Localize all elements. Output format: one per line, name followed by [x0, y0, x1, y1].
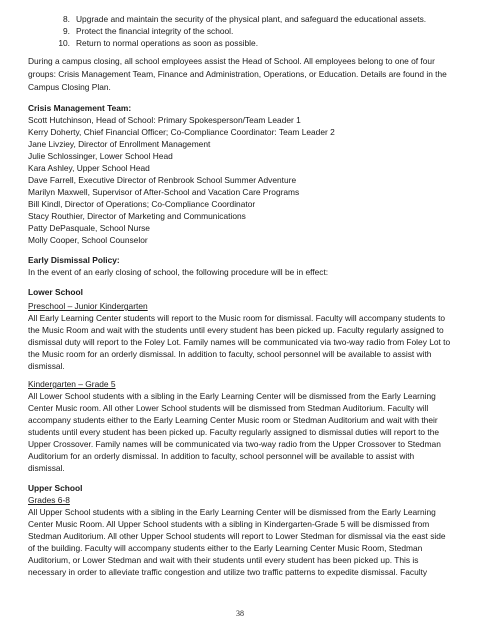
- list-item: [58, 37, 452, 49]
- team-member: Jane Livziey, Director of Enrollment Management: [28, 139, 211, 149]
- list-item-number: 10.: [58, 38, 70, 48]
- team-member: Molly Cooper, School Counselor: [28, 235, 148, 245]
- team-member: Scott Hutchinson, Head of School: Primary Spokesperson/Team Leader 1: [28, 115, 301, 125]
- team-member: Stacy Routhier, Director of Marketing and Communications: [28, 211, 246, 221]
- crisis-team-heading: Crisis Management Team:: [28, 103, 132, 113]
- team-member: Bill Kindl, Director of Operations; Co-Compliance Coordinator: [28, 199, 256, 209]
- team-member: Patty DePasquale, School Nurse: [28, 223, 150, 233]
- team-member: Kerry Doherty, Chief Financial Officer; Co-Compliance Coordinator: Team Leader 2: [28, 127, 335, 137]
- list-item-text: Return to normal operations as soon as possible.: [76, 38, 259, 48]
- section-title: Preschool – Junior Kindergarten: [28, 301, 148, 311]
- early-dismissal-text: In the event of an early closing of school, the following procedure will be in effect:: [28, 267, 329, 277]
- section-text: All Lower School students with a sibling in the Early Learning Center will be dismissed from the Early Learning Center Music room. All other Lower School students will be dismissed from Stedman Auditorium. Faculty will accompany students either to the Early Learning Center Music room or Stedman Auditorium and wait with their students until every student has been picked up. Faculty regularly assigned to dismissal duties will report to the Upper Crossover. Family names will be communicated via two-way radio from the Upper Crossover to Stedman Auditorium for an orderly dismissal. In addition to faculty, school personnel will be available to assist with dismissal.: [28, 391, 441, 473]
- section-text: All Upper School students with a sibling in the Early Learning Center will be dismissed from the Early Learning Center Music Room. All Upper School students with a sibling in Kindergarten-Grade 5 will be dismissed from Stedman Auditorium. All other Upper School students will report to Lower Stedman for dismissal via the east side of the building. Faculty will accompany students either to the Early Learning Center Music Room, Stedman Auditorium, or Lower Stedman and wait with their students until every student has been picked up. This is necessary in order to alleviate traffic congestion and utilize two traffic patterns to expedite dismissal. Faculty: [28, 507, 446, 577]
- intro-paragraph: During a campus closing, all school employees assist the Head of School. All employees belong to one of four groups: Crisis Management Team, Finance and Administration, Operations, or Education. Details are found in the Campus Closing Plan.: [28, 56, 447, 92]
- section-text: All Early Learning Center students will report to the Music room for dismissal. Faculty will accompany students to the Music Room and wait with the students until every student has been picked up. Faculty regularly assigned to dismissal duty will report to the Foley Lot. Family names will be communicated via two-way radio from Foley Lot to the Music room for an orderly dismissal. In addition to faculty, school personnel will be available to assist with dismissal.: [28, 313, 451, 371]
- team-member: Marilyn Maxwell, Supervisor of After-School and Vacation Care Programs: [28, 187, 300, 197]
- list-item-text: Protect the financial integrity of the school.: [76, 26, 234, 36]
- list-item-text: Upgrade and maintain the security of the physical plant, and safeguard the educational assets.: [76, 14, 427, 24]
- upper-school-heading: Upper School: [28, 483, 83, 493]
- list-item-number: 8.: [63, 14, 70, 24]
- list-item-number: 9.: [63, 26, 70, 36]
- team-member: Dave Farrell, Executive Director of Renbrook School Summer Adventure: [28, 175, 297, 185]
- team-member: Julie Schlossinger, Lower School Head: [28, 151, 173, 161]
- list-item: [58, 25, 452, 37]
- list-item: [58, 13, 452, 25]
- section-title: Kindergarten – Grade 5: [28, 379, 116, 389]
- goals-list: [28, 13, 452, 49]
- team-member: Kara Ashley, Upper School Head: [28, 163, 150, 173]
- section-title: Grades 6-8: [28, 495, 70, 505]
- lower-school-heading: Lower School: [28, 287, 83, 297]
- page-number: 38: [236, 609, 244, 618]
- crisis-team-list: [28, 114, 452, 246]
- early-dismissal-heading: Early Dismissal Policy:: [28, 255, 120, 265]
